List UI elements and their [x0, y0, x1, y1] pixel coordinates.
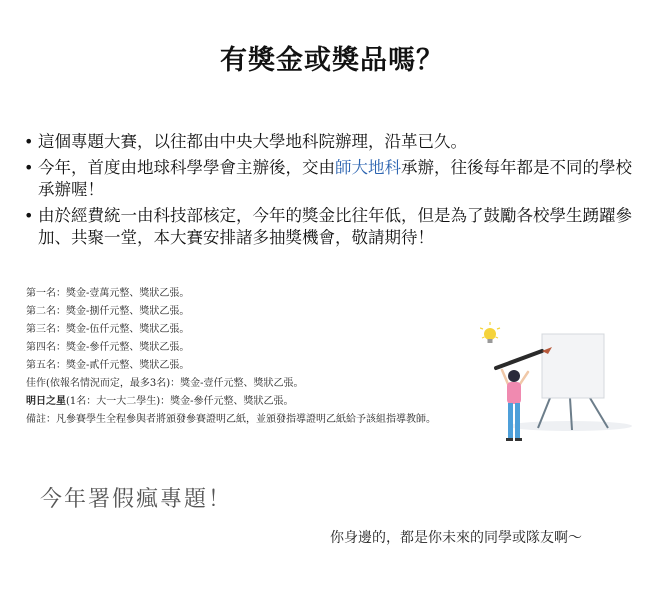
page-title: 有獎金或獎品嗎？ [220, 45, 444, 76]
award-honorable: 佳作(依報名情況而定，最多3名)：獎金-壹仟元整、獎狀乙張。 [26, 378, 304, 389]
bullet-item [24, 205, 644, 249]
slogan: 今年署假瘋專題！ [40, 487, 233, 512]
award-fifth: 第五名：獎金-貳仟元整、獎狀乙張。 [26, 360, 190, 371]
person-figure [502, 370, 528, 441]
painter-illustration [480, 318, 640, 458]
award-list [26, 285, 496, 429]
bullet-list [24, 131, 644, 253]
host-highlight: 師大地科 [335, 158, 401, 177]
tagline: 你身邊的，都是你未來的同學或隊友啊～ [330, 530, 582, 546]
award-third: 第三名：獎金-伍仟元整、獎狀乙張。 [26, 324, 190, 335]
award-second: 第二名：獎金-捌仟元整、獎狀乙張。 [26, 306, 190, 317]
award-star [26, 393, 496, 411]
bullet-text: 這個專題大賽，以往都由中央大學地科院辦理，沿革已久。 [38, 132, 467, 151]
bullet-text: 由於經費統一由科技部核定，今年的獎金比往年低，但是為了鼓勵各校學生踴躍參加、共聚一堂，本大賽安排諸多抽獎機會，敬請期待！ [38, 206, 632, 247]
bullet-text-post: 承辦，往後每年都是不同的學校承辦喔！ [38, 158, 632, 199]
light-bulb-icon [480, 322, 500, 343]
bullet-text-pre: 今年，首度由地球科學學會主辦後，交由 [38, 158, 335, 177]
award-first: 第一名：獎金-壹萬元整、獎狀乙張。 [26, 288, 190, 299]
bullet-item [24, 157, 644, 201]
award-note: 備註：凡參賽學生全程參與者將頒發參賽證明乙紙，並頒發指導證明乙紙給予該組指導教師。 [26, 414, 436, 425]
bullet-item [24, 131, 644, 153]
award-star-label: 明日之星 [26, 396, 66, 407]
easel-icon [508, 334, 632, 431]
award-star-detail: (1名：大一大二學生)：獎金-參仟元整、獎狀乙張。 [66, 396, 294, 407]
award-fourth: 第四名：獎金-參仟元整、獎狀乙張。 [26, 342, 190, 353]
